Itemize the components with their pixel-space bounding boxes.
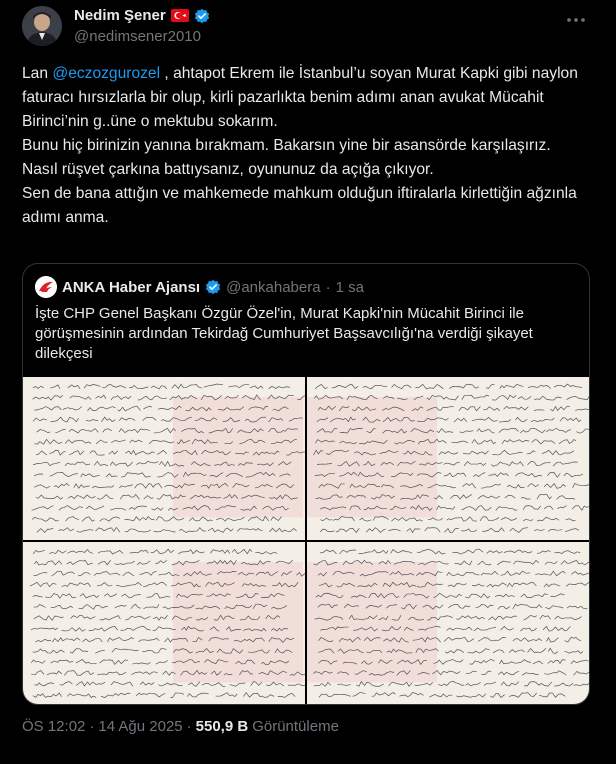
footer-dot: ·: [186, 718, 192, 735]
author-handle[interactable]: @nedimsener2010: [74, 28, 201, 45]
letter-image-2[interactable]: [307, 377, 589, 540]
turkish-flag-icon: [171, 9, 189, 22]
tweet-text-segment: , ahtapot Ekrem ile İstanbul’u soyan Murat Kapki gibi naylon faturacı hırsızlarla bir olup, kirli pazarlıkta benim adımı anan avukat Mücahit Birinci’nin g..üne o mektubu sokarım.: [22, 65, 578, 130]
author-name[interactable]: Nedim Şener: [74, 7, 166, 24]
tweet-paragraph-2: Bunu hiç birinizin yanına bırakmam. Bakarsın yine bir asansörde karşılaşırız.: [22, 137, 551, 154]
verified-badge-icon: [194, 8, 210, 24]
view-label: Görüntüleme: [252, 718, 339, 735]
tweet-footer: [22, 718, 339, 735]
quoted-tweet[interactable]: [22, 263, 590, 705]
quoted-tweet-header: [35, 276, 364, 298]
anka-logo-icon[interactable]: [35, 276, 57, 298]
letter-image-1[interactable]: [23, 377, 305, 540]
tweet-header: [22, 6, 598, 50]
letter-image-4[interactable]: [307, 542, 589, 705]
more-options-icon[interactable]: [564, 8, 588, 32]
view-count: 550,9 B: [195, 718, 249, 735]
letter-image-3[interactable]: [23, 542, 305, 705]
tweet-text-segment: Lan: [22, 65, 53, 82]
author-name-row: [74, 7, 210, 24]
quoted-time[interactable]: 1 sa: [335, 278, 364, 296]
quoted-image-grid: [23, 377, 589, 704]
quoted-author-name[interactable]: ANKA Haber Ajansı: [62, 278, 201, 296]
tweet-paragraph-4: Sen de bana attığın ve mahkemede mahkum olduğun iftiralarla kirlettiğin ağzınla adımı anma.: [22, 185, 577, 226]
tweet-time[interactable]: ÖS 12:02: [22, 718, 86, 735]
quoted-tweet-text: İşte CHP Genel Başkanı Özgür Özel'in, Murat Kapki'nin Mücahit Birinci ile görüşmesinin ardından Tekirdağ Cumhuriyet Başsavcılığı'na verdiği şikayet dilekçesi: [35, 305, 533, 362]
verified-badge-icon: [205, 279, 221, 295]
author-avatar[interactable]: [22, 6, 62, 46]
separator-dot: ·: [325, 278, 331, 296]
mention-link[interactable]: @eczozgurozel: [52, 65, 161, 82]
quoted-author-handle[interactable]: @ankahabera: [226, 278, 321, 296]
tweet-paragraph-1: [22, 62, 597, 134]
tweet-text: [22, 62, 597, 230]
footer-dot: ·: [89, 718, 95, 735]
tweet-date[interactable]: 14 Ağu 2025: [98, 718, 183, 735]
tweet-paragraph-3: Nasıl rüşvet çarkına battıysanız, oyununuz da açığa çıkıyor.: [22, 161, 434, 178]
